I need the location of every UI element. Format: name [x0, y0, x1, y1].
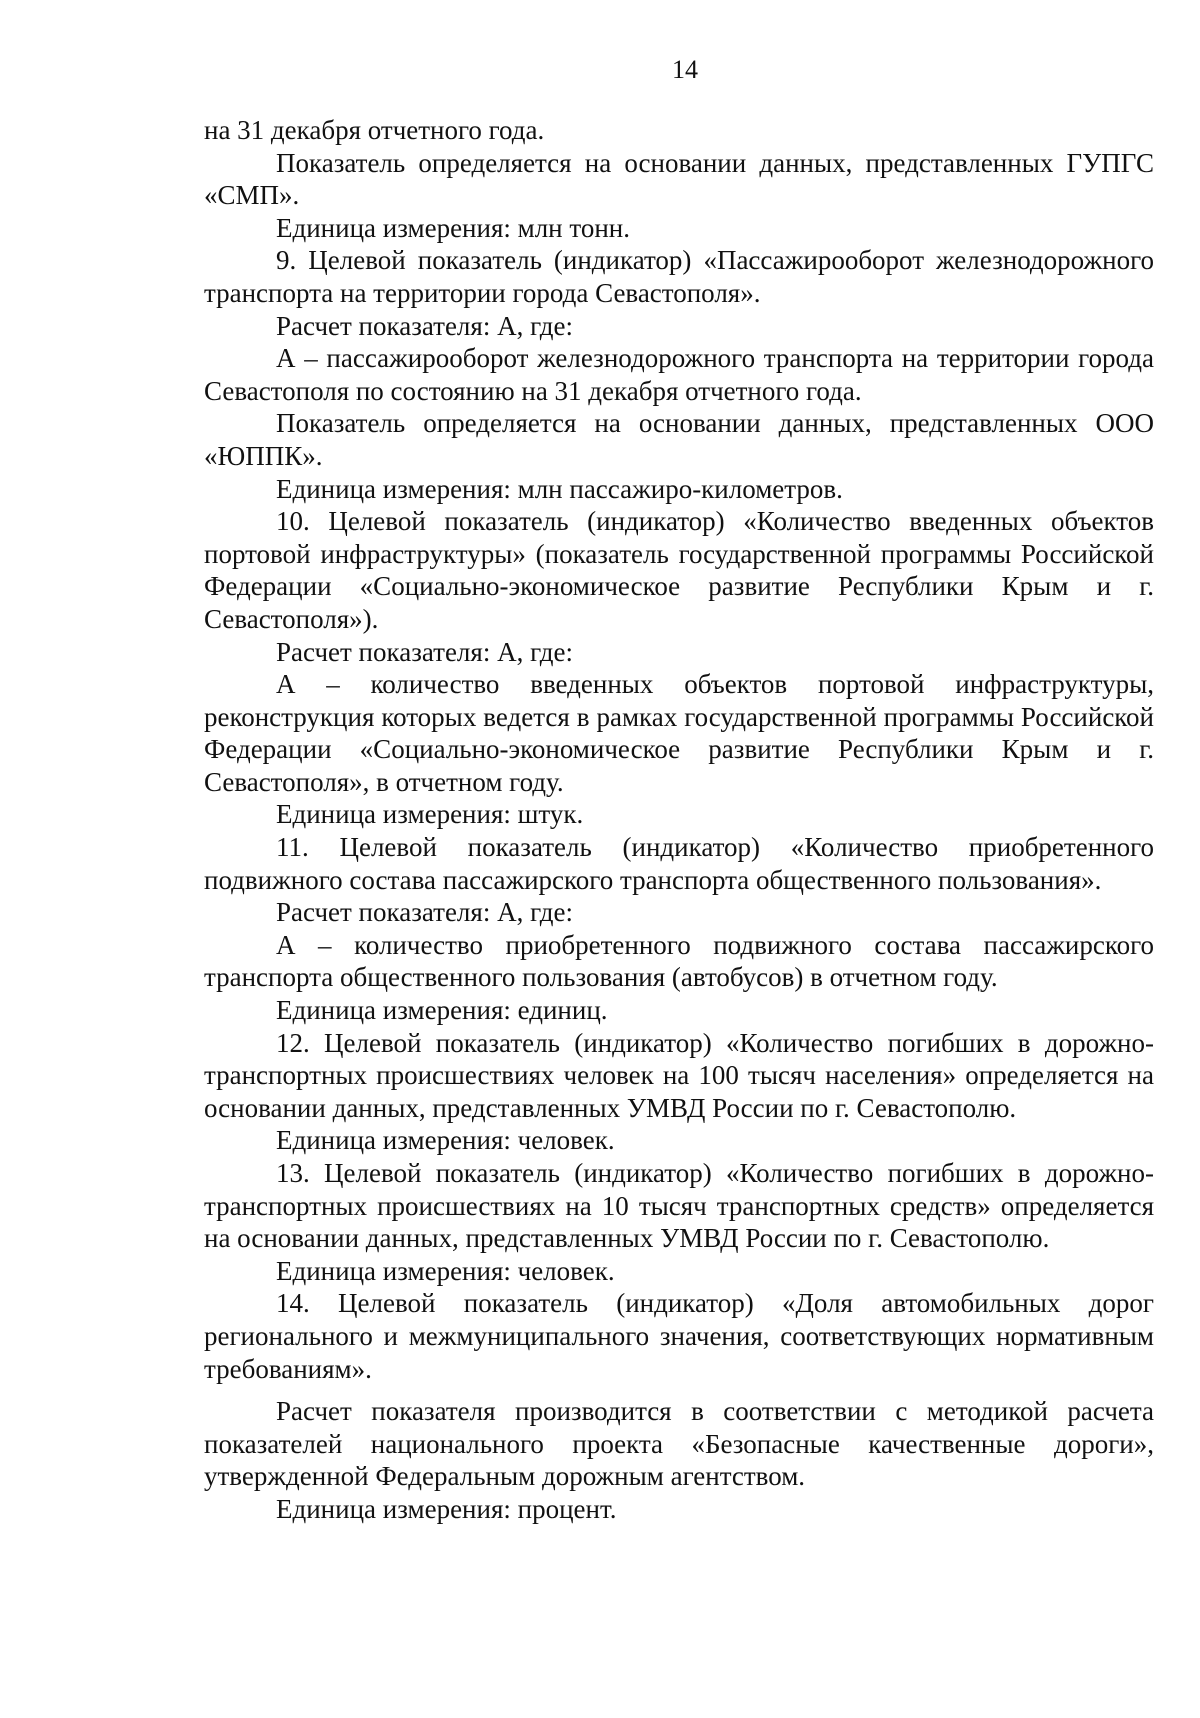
paragraph-6: А – пассажирооборот железнодорожного транспорта на территории города Севастополя по состоянию на 31 декабря отчетного года. [204, 343, 1154, 406]
paragraph-5: Расчет показателя: А, где: [276, 310, 574, 341]
paragraph-17: 12. Целевой показатель (индикатор) «Количество погибших в дорожно-транспортных происшествиях человек на 100 тысяч населения» определяется на основании данных, представленных УМВД России по г. Севастополю. [204, 1027, 1154, 1123]
paragraph-12: Единица измерения: штук. [276, 799, 584, 830]
paragraph-19: 13. Целевой показатель (индикатор) «Количество погибших в дорожно-транспортных происшествиях на 10 тысяч транспортных средств» определяется на основании данных, представленных УМВД России по г. Севастополю. [204, 1158, 1154, 1254]
document-body [204, 114, 1154, 1526]
paragraph-3: Единица измерения: млн тонн. [276, 212, 630, 243]
paragraph-16: Единица измерения: единиц. [276, 995, 608, 1026]
paragraph-10: Расчет показателя: А, где: [276, 636, 574, 667]
page-number: 14 [672, 55, 698, 84]
paragraph-18: Единица измерения: человек. [276, 1125, 615, 1156]
paragraph-15: А – количество приобретенного подвижного состава пассажирского транспорта общественного пользования (автобусов) в отчетном году. [204, 929, 1154, 993]
paragraph-20: Единица измерения: человек. [276, 1255, 615, 1286]
paragraph-8: Единица измерения: млн пассажиро-километров. [276, 473, 843, 504]
paragraph-22: Расчет показателя производится в соответствии с методикой расчета показателей национального проекта «Безопасные качественные дороги», утвержденной Федеральным дорожным агентством. [204, 1396, 1154, 1492]
paragraph-7: Показатель определяется на основании данных, представленных ООО «ЮППК». [204, 408, 1154, 471]
paragraph-21: 14. Целевой показатель (индикатор) «Доля автомобильных дорог регионального и межмуниципального значения, соответствующих нормативным требованиям». [204, 1288, 1154, 1384]
paragraph-14: Расчет показателя: А, где: [276, 897, 574, 928]
paragraph-11: А – количество введенных объектов портовой инфраструктуры, реконструкция которых ведется в рамках государственной программы Российской Федерации «Социально-экономическое развитие Республики Крым и г. Севастополя», в отчетном году. [204, 669, 1154, 797]
paragraph-23: Единица измерения: процент. [276, 1493, 617, 1524]
paragraph-1: на 31 декабря отчетного года. [204, 115, 545, 145]
paragraph-4: 9. Целевой показатель (индикатор) «Пассажирооборот железнодорожного транспорта на территории города Севастополя». [204, 245, 1154, 308]
paragraph-13: 11. Целевой показатель (индикатор) «Количество приобретенного подвижного состава пассажирского транспорта общественного пользования». [204, 832, 1154, 895]
paragraph-2: Показатель определяется на основании данных, представленных ГУПГС «СМП». [204, 147, 1154, 211]
paragraph-9: 10. Целевой показатель (индикатор) «Количество введенных объектов портовой инфраструктуры» (показатель государственной программы Российской Федерации «Социально-экономическое развитие Республики Крым и г. Севастополя»). [204, 506, 1154, 634]
